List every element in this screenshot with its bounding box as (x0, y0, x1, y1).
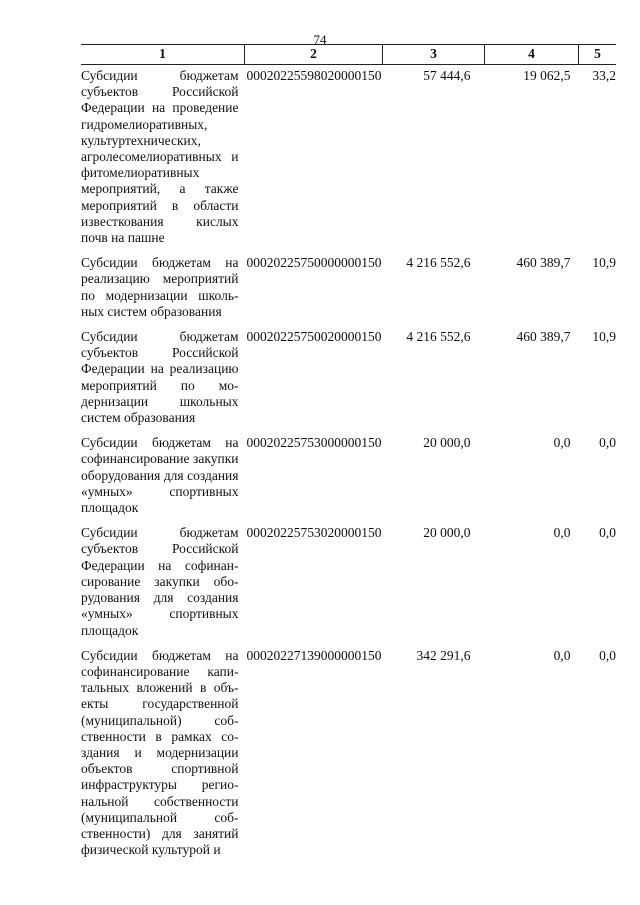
row-value-col5: 33,2 (592, 68, 616, 83)
row-description: Субсидии бюджетам на софинансирование капитальных вложений в объекты государственной (муниципальной) собственности в рамках создания и модернизации объектов спортивной инфраструктуры региональной собственности (муниципальной собственности) для занятий физической культурой и (81, 647, 239, 858)
row-value-col5: 0,0 (599, 435, 616, 451)
row-description: Субсидии бюджетам субъектов Российской Федерации на реализацию мероприятий по модернизации школьных систем образования (81, 329, 239, 426)
row-value-col5: 10,9 (592, 255, 616, 271)
row-value-col4: 460 389,7 (516, 329, 571, 345)
row-description: Субсидии бюджетам на реализацию мероприятий по модернизации школьных систем образования (81, 255, 239, 319)
row-code: 00020225753020000150 (246, 525, 382, 541)
row-description: Субсидии бюджетам на софинансирование закупки оборудования для создания «умных» спортивных площадок (81, 435, 239, 516)
row-value-col4: 460 389,7 (516, 255, 571, 271)
row-value-col5: 0,0 (599, 525, 616, 541)
row-value-col3: 20 000,0 (423, 435, 471, 451)
row-code: 00020225750020000150 (246, 329, 382, 345)
column-header-2: 2 (245, 45, 383, 65)
row-value-col5: 0,0 (599, 647, 616, 663)
row-value-col4: 0,0 (553, 435, 571, 451)
table-row (81, 252, 616, 326)
column-header-3: 3 (383, 45, 485, 65)
column-header-5: 5 (579, 45, 617, 65)
row-value-col5: 10,9 (592, 329, 616, 345)
row-value-col3: 4 216 552,6 (406, 329, 471, 345)
row-value-col3: 20 000,0 (423, 525, 471, 541)
table-row (81, 645, 616, 865)
row-value-col3: 342 291,6 (416, 647, 471, 663)
table-row (81, 522, 616, 644)
row-value-col4: 19 062,5 (523, 68, 571, 83)
row-code: 00020227139000000150 (246, 647, 382, 663)
table-row (81, 65, 616, 253)
row-value-col3: 57 444,6 (423, 68, 471, 83)
row-description: Субсидии бюджетам субъектов Российской Федерации на проведение гидромелиоративных, культуртехнических, агролесомелиоративных и фитомелиоративных мероприятий, а также мероприятий в области известкования кислых почв на пашне (81, 68, 239, 246)
row-code: 00020225750000000150 (246, 255, 382, 271)
budget-table (81, 44, 616, 864)
column-header-4: 4 (485, 45, 579, 65)
table-header-row (81, 45, 616, 65)
row-value-col3: 4 216 552,6 (406, 255, 471, 271)
row-value-col4: 0,0 (553, 525, 571, 541)
row-value-col4: 0,0 (553, 647, 571, 663)
row-description: Субсидии бюджетам субъектов Российской Федерации на софинансирование закупки оборудования для создания «умных» спортивных площадок (81, 525, 239, 638)
column-header-1: 1 (81, 45, 245, 65)
row-code: 00020225598020000150 (246, 68, 382, 83)
row-code: 00020225753000000150 (246, 435, 382, 451)
table-row (81, 326, 616, 432)
table-row (81, 432, 616, 522)
page-number: 74 (313, 32, 327, 47)
